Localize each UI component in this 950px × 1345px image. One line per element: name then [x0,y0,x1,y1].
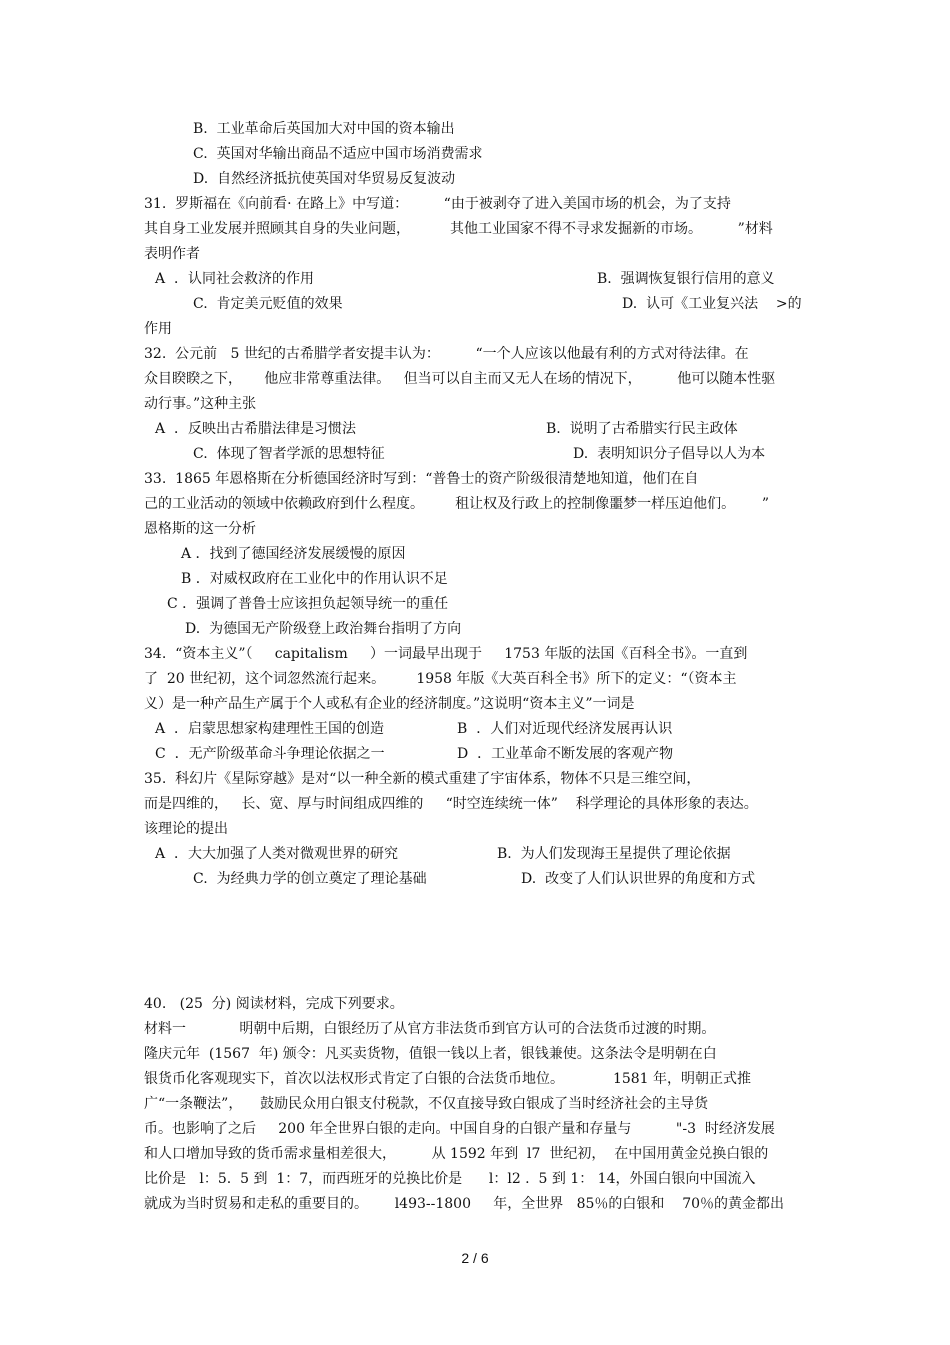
option-30-c: C. 英国对华输出商品不适应中国市场消费需求 [193,146,483,162]
option-34-a: A ．启蒙思想家构建理性王国的创造 [155,721,385,737]
material-1-line-1: 材料一 明朝中后期，白银经历了从官方非法货币到官方认可的合法货币过渡的时期。 [144,1021,716,1037]
material-1-line-2: 隆庆元年 (1567 年) 颁令：凡买卖货物，值银一钱以上者，银钱兼使。这条法令是明朝在白 [144,1046,717,1062]
question-32-line-2: 众目睽睽之下， 他应非常尊重法律。 但当可以自主而又无人在场的情况下， 他可以随本性驱 [144,371,776,387]
material-1-line-3: 银货币化客观现实下，首次以法权形式肯定了白银的合法货币地位。 1581 年，明朝正式推 [144,1071,752,1087]
option-34-d: D ．工业革命不断发展的客观产物 [457,746,674,762]
option-31-d: D. 认可《工业复兴法 >的 [622,296,802,312]
material-1-line-5: 币。也影响了之后 200 年全世界白银的走向。中国自身的白银产量和存量与 "-3 时经济发展 [144,1121,775,1137]
option-33-a: A ．找到了德国经济发展缓慢的原因 [181,546,406,562]
question-33-line-2: 己的工业活动的领域中依赖政府到什么程度。 租让权及行政上的控制像噩梦一样压迫他们。 ” [144,496,770,512]
option-31-c: C. 肯定美元贬值的效果 [193,296,343,312]
question-35-line-3: 该理论的提出 [144,821,228,837]
question-35-line-2: 而是四维的， 长、宽、厚与时间组成四维的 “时空连续统一体” 科学理论的具体形象的表达。 [144,796,758,812]
question-31-line-3: 表明作者 [144,246,200,262]
option-31-b: B. 强调恢复银行信用的意义 [597,271,775,287]
material-1-line-6: 和人口增加导致的货币需求量相差很大， 从 1592 年到 l7 世纪初， 在中国用黄金兑换白银的 [144,1146,769,1162]
option-35-d: D. 改变了人们认识世界的角度和方式 [521,871,756,887]
option-31-d-cont: 作用 [144,321,172,337]
question-40-heading: 40. (25 分) 阅读材料，完成下列要求。 [144,996,404,1012]
question-32-line-1: 32. 公元前 5 世纪的古希腊学者安提丰认为： “一个人应该以他最有利的方式对待法律。在 [144,346,749,362]
option-33-b: B ．对威权政府在工业化中的作用认识不足 [181,571,448,587]
option-32-c: C. 体现了智者学派的思想特征 [193,446,385,462]
question-34-line-3: 义）是一种产品生产属于个人或私有企业的经济制度。”这说明“资本主义”一词是 [144,696,635,712]
material-1-line-8: 就成为当时贸易和走私的重要目的。 l493--1800 年，全世界 85％的白银和 70％的黄金都出 [144,1196,785,1212]
material-1-line-4: 广“一条鞭法”， 鼓励民众用白银支付税款，不仅直接导致白银成了当时经济社会的主导货 [144,1096,709,1112]
option-30-d: D. 自然经济抵抗使英国对华贸易反复波动 [193,171,456,187]
option-32-a: A ．反映出古希腊法律是习惯法 [155,421,357,437]
option-33-c: C ．强调了普鲁士应该担负起领导统一的重任 [167,596,449,612]
page-number: 2 / 6 [461,1250,489,1266]
question-33-line-3: 恩格斯的这一分析 [144,521,256,537]
question-34-line-1: 34. “资本主义”（ capitalism ）一词最早出现于 1753 年版的法国《百科全书》。一直到 [144,646,748,662]
material-1-line-7: 比价是 l：5. 5 到 1：7，而西班牙的兑换比价是 l：l2 . 5 到 1： 14，外国白银向中国流入 [144,1171,756,1187]
option-32-b: B. 说明了古希腊实行民主政体 [546,421,738,437]
option-31-a: A ．认同社会救济的作用 [155,271,315,287]
option-32-d: D. 表明知识分子倡导以人为本 [573,446,766,462]
option-35-c: C. 为经典力学的创立奠定了理论基础 [193,871,427,887]
option-33-d: D. 为德国无产阶级登上政治舞台指明了方向 [185,621,462,637]
option-35-b: B. 为人们发现海王星提供了理论依据 [497,846,731,862]
question-35-line-1: 35. 科幻片《星际穿越》是对“以一种全新的模式重建了宇宙体系，物体不只是三维空间， [144,771,701,787]
option-35-a: A ．大大加强了人类对微观世界的研究 [155,846,399,862]
question-31-line-2: 其自身工业发展并照顾其自身的失业问题， 其他工业国家不得不寻求发掘新的市场。 ”材料 [144,221,773,237]
question-33-line-1: 33. 1865 年恩格斯在分析德国经济时写到：“普鲁士的资产阶级很清楚地知道，他们在自 [144,471,699,487]
option-34-c: C ．无产阶级革命斗争理论依据之一 [155,746,385,762]
option-30-b: B. 工业革命后英国加大对中国的资本输出 [193,121,455,137]
option-34-b: B ．人们对近现代经济发展再认识 [457,721,673,737]
question-34-line-2: 了 20 世纪初，这个词忽然流行起来。 1958 年版《大英百科全书》所下的定义：“（资本主 [144,671,737,687]
question-32-line-3: 动行事。”这种主张 [144,396,257,412]
question-31-line-1: 31. 罗斯福在《向前看· 在路上》中写道： “由于被剥夺了进入美国市场的机会，为了支持 [144,196,731,212]
